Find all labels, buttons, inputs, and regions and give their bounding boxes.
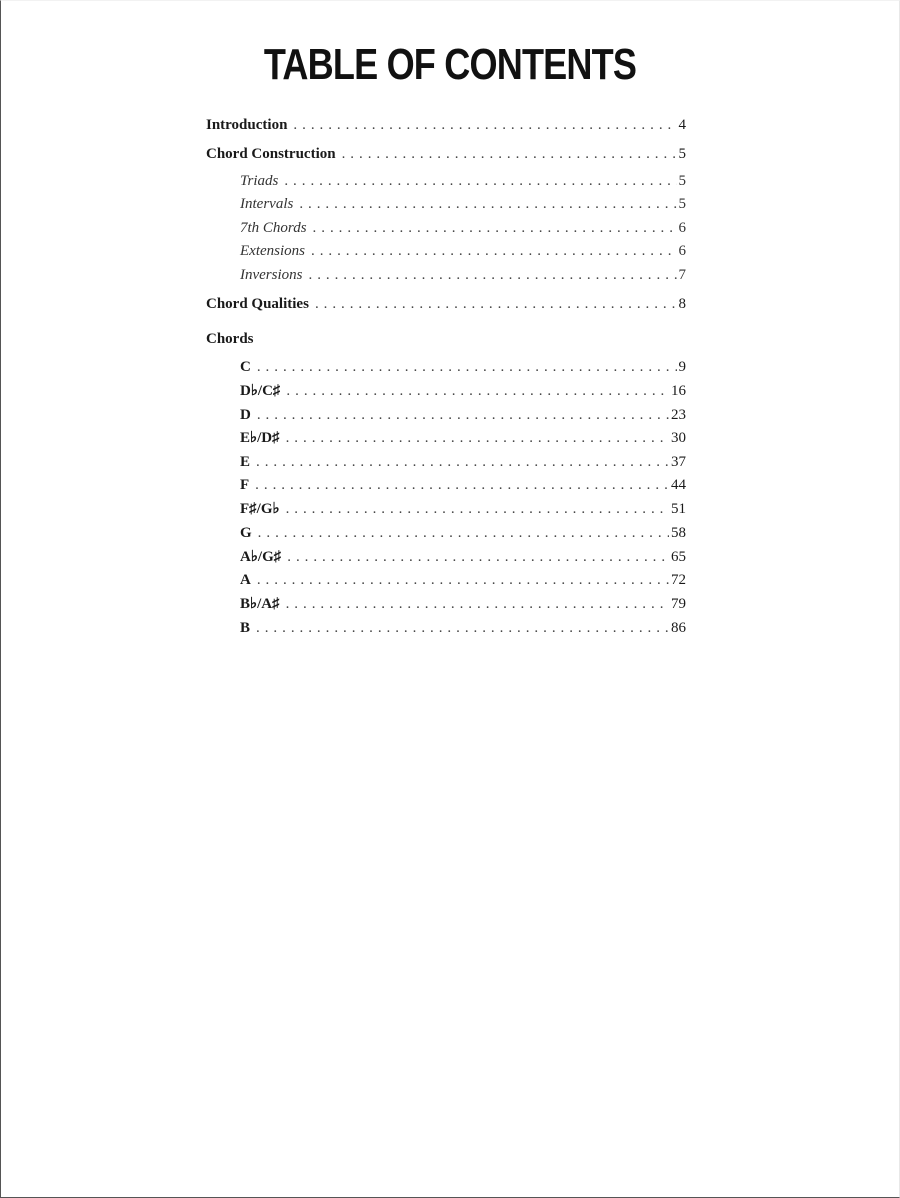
toc-entry-inversions[interactable] [240,265,686,285]
toc-entry-label: A [240,572,251,588]
toc-entry-label: 7th Chords [240,220,307,236]
toc-entry-label: B♭/A♯ [240,596,280,612]
dot-leader [257,570,669,590]
dot-leader [309,265,677,285]
dot-leader [257,405,669,425]
toc-entry-label: F [240,477,250,493]
toc-entry-label: D♭/C♯ [240,383,281,399]
toc-page-number: 6 [678,243,686,259]
dot-leader [286,499,669,519]
toc-entry-label: Intervals [240,196,294,212]
toc-entry-chord-construction[interactable] [206,144,686,164]
toc-section-heading: Chords [206,331,254,347]
toc-entry-label: C [240,359,251,375]
dot-leader [255,475,669,495]
dot-leader [287,547,669,567]
dot-leader [258,523,669,543]
toc-page-number: 4 [678,117,686,133]
toc-entry-label: Triads [240,173,279,189]
dot-leader [313,218,677,238]
toc-entry-7th-chords[interactable] [240,218,686,238]
toc-page-number: 51 [671,501,686,517]
toc-entry-chord[interactable] [240,523,686,543]
toc-page-number: 65 [671,549,686,565]
toc-page-number: 5 [678,173,686,189]
toc-entry-chord[interactable] [240,499,686,519]
toc-page-number: 23 [671,407,686,423]
toc-page-number: 5 [678,196,686,212]
toc-page-number: 72 [671,572,686,588]
dot-leader [299,194,676,214]
toc-entry-label: Extensions [240,243,305,259]
toc-page-number: 5 [678,146,686,162]
toc-entry-triads[interactable] [240,171,686,191]
dot-leader [315,294,677,314]
toc-entry-label: G [240,525,252,541]
toc-entry-label: Inversions [240,267,303,283]
toc-entry-chord[interactable] [240,475,686,495]
toc-entry-chord[interactable] [240,594,686,614]
toc-entry-chord[interactable] [240,405,686,425]
toc-entry-label: F♯/G♭ [240,501,280,517]
toc-page-number: 16 [671,383,686,399]
toc-entry-label: B [240,620,251,636]
toc-entry-chord-qualities[interactable] [206,294,686,314]
toc-entry-chord[interactable] [240,570,686,590]
dot-leader [256,452,669,472]
dot-leader [286,594,669,614]
toc-entry-label: E♭/D♯ [240,430,280,446]
toc-page-number: 79 [671,596,686,612]
toc-entry-chord[interactable] [240,357,686,377]
toc-page-number: 7 [678,267,686,283]
dot-leader [256,618,669,638]
toc-entry-label: Introduction [206,117,288,133]
toc-entry-label: Chord Qualities [206,296,309,312]
toc-entry-label: Chord Construction [206,146,336,162]
dot-leader [286,381,669,401]
toc-page-number: 9 [678,359,686,375]
dot-leader [293,115,676,135]
toc-page-number: 58 [671,525,686,541]
toc-entry-chord[interactable] [240,547,686,567]
toc-entry-label: E [240,454,251,470]
toc-heading-chords [206,329,254,349]
toc-page-number: 8 [678,296,686,312]
toc-entry-chord[interactable] [240,428,686,448]
toc-page-number: 86 [671,620,686,636]
page-title: TABLE OF CONTENTS [263,40,637,89]
dot-leader [284,171,676,191]
dot-leader [257,357,677,377]
toc-page-number: 30 [671,430,686,446]
toc-page-number: 37 [671,454,686,470]
dot-leader [311,241,677,261]
toc-entry-label: A♭/G♯ [240,549,282,565]
toc-entry-extensions[interactable] [240,241,686,261]
toc-page-number: 44 [671,477,686,493]
toc-entry-label: D [240,407,251,423]
toc-entry-intervals[interactable] [240,194,686,214]
dot-leader [286,428,669,448]
toc-page-number: 6 [678,220,686,236]
toc-entry-chord[interactable] [240,618,686,638]
toc-entry-chord[interactable] [240,381,686,401]
toc-entry-introduction[interactable] [206,115,686,135]
dot-leader [342,144,677,164]
toc-entry-chord[interactable] [240,452,686,472]
